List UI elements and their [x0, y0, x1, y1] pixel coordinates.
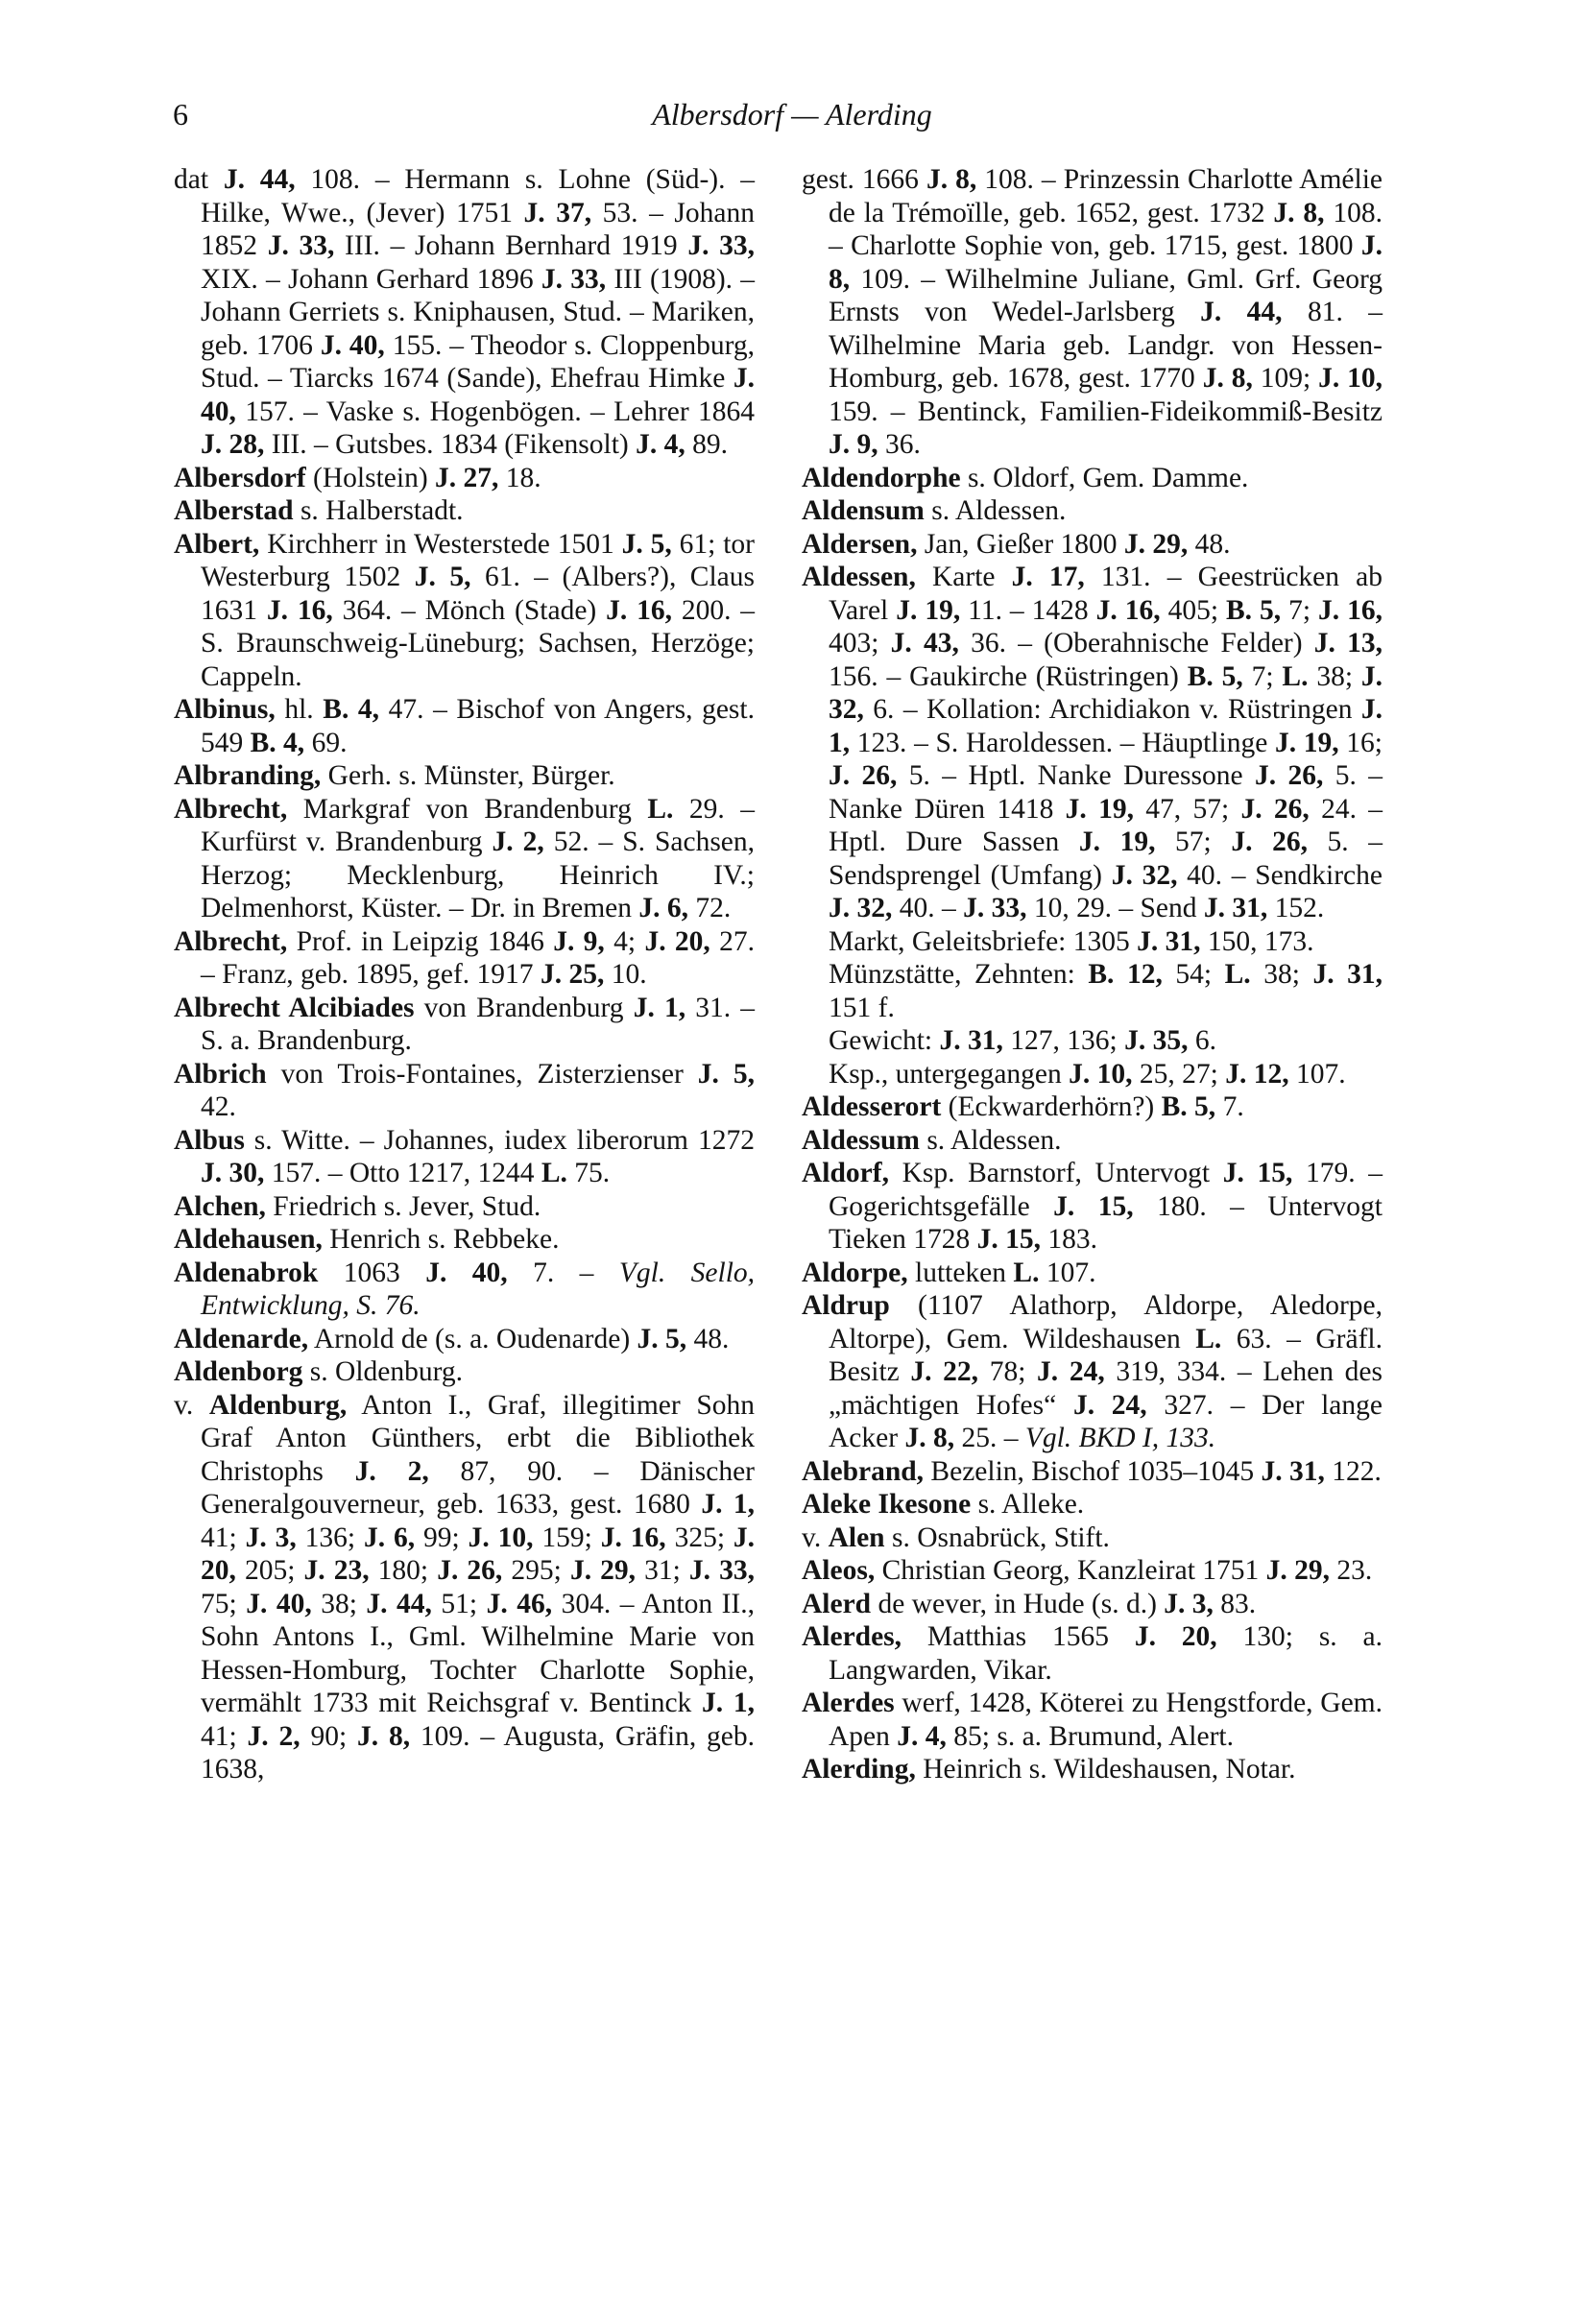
index-entry: dat J. 44, 108. – Hermann s. Lohne (Süd-). – Hilke, Wwe., (Jever) 1751 J. 37, 53. – Johann 1852 J. 33, III. – Johann Bernhard 1919 J. 33, XIX. – Johann Gerhard 1896 J. 33, III (1908). – Johann Gerriets s. Kniphausen, Stud. – Mariken, geb. 1706 J. 40, 155. – Theodor s. Cloppenburg, Stud. – Tiarcks 1674 (Sande), Ehefrau Himke J. 40, 157. – Vaske s. Hogenbögen. – Lehrer 1864 J. 28, III. – Gutsbes. 1834 (Fikensolt) J. 4, 89. — [174, 164, 756, 460]
index-entry: Alebrand, Bezelin, Bischof 1035–1045 J. 31, 122. — [802, 1455, 1382, 1487]
index-entry: Aleos, Christian Georg, Kanzleirat 1751 J. 29, 23. — [802, 1555, 1373, 1586]
index-entry: Aldendorphe s. Oldorf, Gem. Damme. — [802, 462, 1249, 493]
index-entry: Albrecht, Markgraf von Brandenburg L. 29. – Kurfürst v. Brandenburg J. 2, 52. – S. Sachsen, Herzog; Mecklenburg, Heinrich IV.; Delmenhorst, Küster. – Dr. in Bremen J. 6, 72. — [174, 793, 756, 923]
index-entry: Aldenborg s. Oldenburg. — [174, 1356, 464, 1387]
index-entry: Aleke Ikesone s. Alleke. — [802, 1489, 1085, 1520]
index-entry: Alerdes, Matthias 1565 J. 20, 130; s. a. Langwarden, Vikar. — [802, 1621, 1383, 1686]
index-entry: Aldessen, Karte J. 17, 131. – Geestrücken ab Varel J. 19, 11. – 1428 J. 16, 405; B. 5, 7; J. 16, 403; J. 43, 36. – (Oberahnische Felder) J. 13, 156. – Gaukirche (Rüstringen) B. 5, 7; L. 38; J. 32, 6. – Kollation: Archidiakon v. Rüstringen J. 1, 123. – S. Haroldessen. – Häuptlinge J. 19, 16; J. 26, 5. – Hptl. Nanke Duressone J. 26, 5. – Nanke Düren 1418 J. 19, 47, 57; J. 26, 24. – Hptl. Dure Sassen J. 19, 57; J. 26, 5. – Sendsprengel (Umfang) J. 32, 40. – Sendkirche J. 32, 40. – J. 33, 10, 29. – Send J. 31, 152. Markt, Geleitsbriefe: 1305 J. 31, 150, 173. Münzstätte, Zehnten: B. 12, 54; L. 38; J. 31, 151 f. Gewicht: J. 31, 127, 136; J. 35, 6. Ksp., untergegangen J. 10, 25, 27; J. 12, 107. — [802, 562, 1383, 1090]
index-entry: Aldenarde, Arnold de (s. a. Oudenarde) J. 5, 48. — [174, 1323, 730, 1354]
index-entry: Albranding, Gerh. s. Münster, Bürger. — [174, 760, 615, 791]
index-entry: Albrecht Alcibiades von Brandenburg J. 1, 31. – S. a. Brandenburg. — [174, 992, 756, 1056]
index-entry: Aldesserort (Eckwarderhörn?) B. 5, 7. — [802, 1091, 1244, 1122]
page-header — [173, 94, 1411, 142]
running-title: Albersdorf — Alerding — [652, 97, 932, 132]
index-entry: Albrecht, Prof. in Leipzig 1846 J. 9, 4; J. 20, 27. – Franz, geb. 1895, gef. 1917 J. 25, 10. — [174, 925, 755, 990]
index-entry: Aldorpe, lutteken L. 107. — [802, 1257, 1096, 1288]
index-entry: gest. 1666 J. 8, 108. – Prinzessin Charlotte Amélie de la Trémoïlle, geb. 1652, gest. 1732 J. 8, 108. – Charlotte Sophie von, geb. 1715, gest. 1800 J. 8, 109. – Wilhelmine Juliane, Gml. Grf. Georg Ernsts von Wedel-Jarlsberg J. 44, 81. – Wilhelmine Maria geb. Landgr. von Hessen-Homburg, geb. 1678, gest. 1770 J. 8, 109; J. 10, 159. – Bentinck, Familien-Fideikommiß-Besitz J. 9, 36. — [802, 164, 1383, 460]
index-column-right — [802, 163, 1383, 1786]
index-column-left — [174, 163, 755, 1786]
index-entry: Alberstad s. Halberstadt. — [174, 495, 464, 526]
index-entry: Albus s. Witte. – Johannes, iudex liberorum 1272 J. 30, 157. – Otto 1217, 1244 L. 75. — [174, 1124, 755, 1188]
index-entry: v. Aldenburg, Anton I., Graf, illegitimer Sohn Graf Anton Günthers, erbt die Bibliothek Christophs J. 2, 87, 90. – Dänischer Generalgouverneur, geb. 1633, gest. 1680 J. 1, 41; J. 3, 136; J. 6, 99; J. 10, 159; J. 16, 325; J. 20, 205; J. 23, 180; J. 26, 295; J. 29, 31; J. 33, 75; J. 40, 38; J. 44, 51; J. 46, 304. – Anton II., Sohn Antons I., Gml. Wilhelmine Marie von Hessen-Homburg, Tochter Charlotte Sophie, vermählt 1733 mit Reichsgraf v. Bentinck J. 1, 41; J. 2, 90; J. 8, 109. – Augusta, Gräfin, geb. 1638, — [174, 1389, 756, 1785]
index-entry: Aldrup (1107 Alathorp, Aldorpe, Aledorpe, Altorpe), Gem. Wildeshausen L. 63. – Gräfl. Besitz J. 22, 78; J. 24, 319, 334. – Lehen des „mächtigen Hofes“ J. 24, 327. – Der lange Acker J. 8, 25. – Vgl. BKD I, 133. — [802, 1290, 1383, 1453]
index-entry: Aldersen, Jan, Gießer 1800 J. 29, 48. — [802, 528, 1231, 560]
index-entry: Aldehausen, Henrich s. Rebbeke. — [174, 1224, 560, 1255]
page-number: 6 — [173, 97, 188, 132]
index-entry: Albersdorf (Holstein) J. 27, 18. — [174, 462, 541, 493]
index-entry: Albrich von Trois-Fontaines, Zisterzienser J. 5, 42. — [174, 1058, 755, 1122]
index-entry: Aldenabrok 1063 J. 40, 7. – Vgl. Sello, Entwicklung, S. 76. — [174, 1257, 756, 1321]
index-entry: Albert, Kirchherr in Westerstede 1501 J. 5, 61; tor Westerburg 1502 J. 5, 61. – (Albers?), Claus 1631 J. 16, 364. – Mönch (Stade) J. 16, 200. – S. Braunschweig-Lüneburg; Sachsen, Herzöge; Cappeln. — [174, 528, 756, 692]
index-entry: Aldorf, Ksp. Barnstorf, Untervogt J. 15, 179. – Gogerichtsgefälle J. 15, 180. – Untervogt Tieken 1728 J. 15, 183. — [802, 1158, 1383, 1255]
index-entry: Aldessum s. Aldessen. — [802, 1124, 1062, 1156]
index-entry: Alchen, Friedrich s. Jever, Stud. — [174, 1190, 541, 1222]
index-entry: Alerding, Heinrich s. Wildeshausen, Notar. — [802, 1754, 1296, 1785]
index-entry: Albinus, hl. B. 4, 47. – Bischof von Angers, gest. 549 B. 4, 69. — [174, 694, 755, 758]
index-entry: Aldensum s. Aldessen. — [802, 495, 1067, 526]
index-entry: Alerd de wever, in Hude (s. d.) J. 3, 83. — [802, 1588, 1257, 1619]
index-entry: v. Alen s. Osnabrück, Stift. — [802, 1521, 1110, 1553]
index-entry: Alerdes werf, 1428, Köterei zu Hengstforde, Gem. Apen J. 4, 85; s. a. Brumund, Alert. — [802, 1688, 1383, 1752]
